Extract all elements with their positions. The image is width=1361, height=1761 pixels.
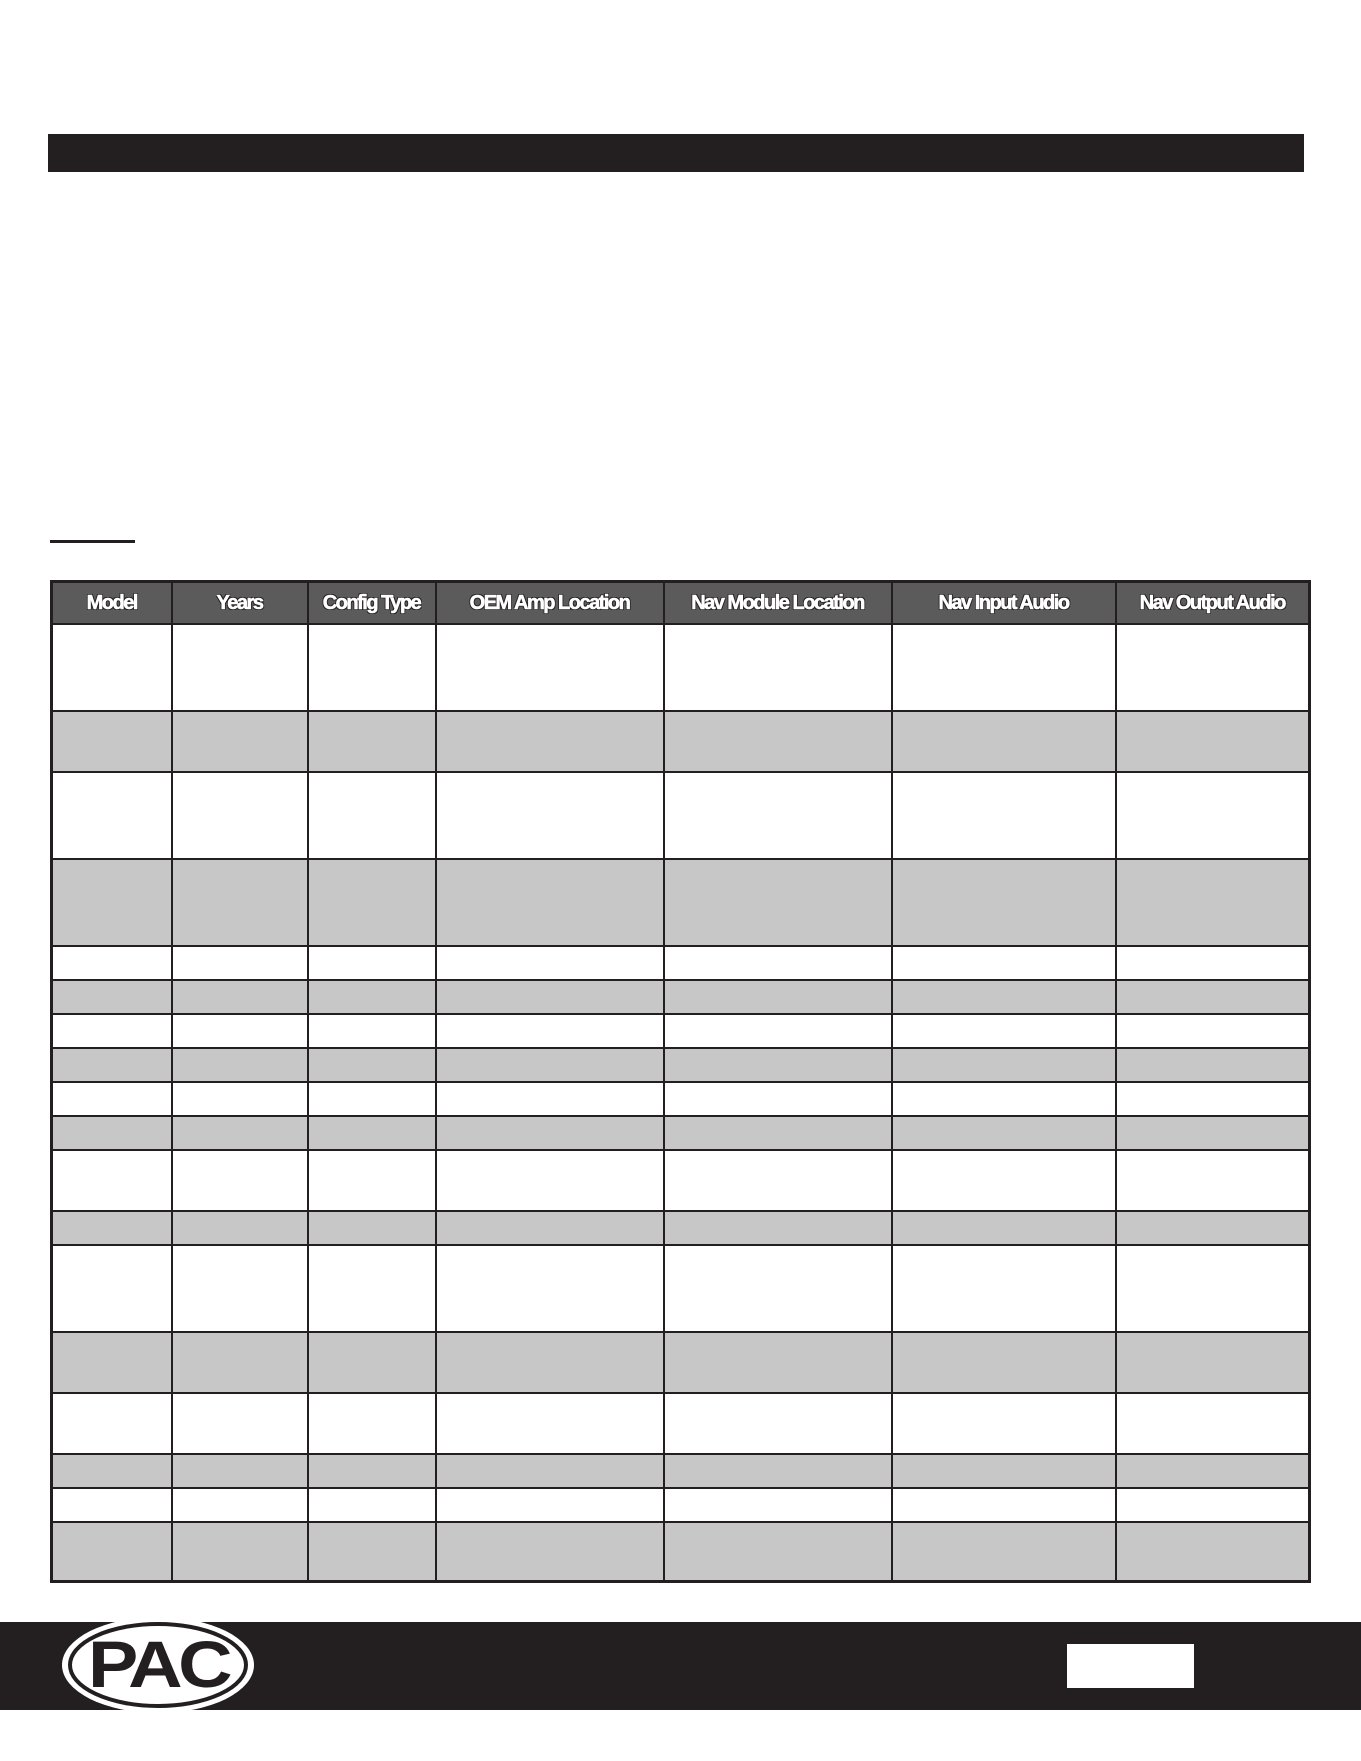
table-cell <box>308 1522 436 1581</box>
table-cell <box>308 711 436 772</box>
table-cell <box>52 1014 172 1048</box>
table-cell <box>436 1245 664 1332</box>
table-cell <box>172 859 308 946</box>
table-cell <box>52 1082 172 1116</box>
table-cell <box>172 1522 308 1581</box>
table-cell <box>892 711 1116 772</box>
table-cell <box>52 1245 172 1332</box>
table-cell <box>892 1488 1116 1522</box>
table-cell <box>664 1116 892 1150</box>
table-cell <box>1116 1393 1310 1454</box>
table-cell <box>308 859 436 946</box>
table-cell <box>664 1014 892 1048</box>
table-row <box>52 624 1310 711</box>
table-cell <box>436 859 664 946</box>
table-cell <box>52 1522 172 1581</box>
table-cell <box>892 1048 1116 1082</box>
table-cell <box>52 1393 172 1454</box>
section-heading-underline <box>50 540 135 543</box>
table-cell <box>436 1522 664 1581</box>
table-cell <box>52 1150 172 1211</box>
table-cell <box>52 624 172 711</box>
table-cell <box>664 1211 892 1245</box>
table-row <box>52 711 1310 772</box>
table-cell <box>308 1393 436 1454</box>
table-cell <box>892 1522 1116 1581</box>
table-cell <box>1116 1245 1310 1332</box>
table-cell <box>308 624 436 711</box>
page-number-box <box>1067 1644 1194 1688</box>
table-cell <box>172 946 308 980</box>
logo-text: PAC <box>88 1627 231 1701</box>
table-cell <box>436 980 664 1014</box>
table-cell <box>1116 980 1310 1014</box>
table-cell <box>664 859 892 946</box>
table-cell <box>664 1488 892 1522</box>
table-cell <box>308 1245 436 1332</box>
table-cell <box>1116 1332 1310 1393</box>
table-cell <box>52 980 172 1014</box>
table-cell <box>664 1522 892 1581</box>
table-cell <box>1116 1014 1310 1048</box>
table-row <box>52 1116 1310 1150</box>
table-cell <box>172 1082 308 1116</box>
table-cell <box>892 980 1116 1014</box>
column-header-model: Model <box>52 582 172 625</box>
table-cell <box>664 1393 892 1454</box>
table-row <box>52 980 1310 1014</box>
table-row <box>52 859 1310 946</box>
table-cell <box>436 624 664 711</box>
table-cell <box>172 624 308 711</box>
table-row <box>52 1522 1310 1581</box>
table-row <box>52 1082 1310 1116</box>
table-row <box>52 1393 1310 1454</box>
table-cell <box>664 624 892 711</box>
table-cell <box>1116 1522 1310 1581</box>
table-cell <box>892 859 1116 946</box>
table-row <box>52 946 1310 980</box>
table-cell <box>664 1454 892 1488</box>
table-cell <box>1116 946 1310 980</box>
table-cell <box>664 1048 892 1082</box>
table-cell <box>892 1014 1116 1048</box>
table-cell <box>1116 1048 1310 1082</box>
table-cell <box>436 1488 664 1522</box>
table-cell <box>892 1393 1116 1454</box>
section-title-bar <box>48 134 1304 172</box>
table-cell <box>664 1332 892 1393</box>
table-row <box>52 1332 1310 1393</box>
table-cell <box>664 946 892 980</box>
table-cell <box>308 1454 436 1488</box>
table-row <box>52 1150 1310 1211</box>
table-cell <box>52 1332 172 1393</box>
table-cell <box>308 1082 436 1116</box>
table-row <box>52 1454 1310 1488</box>
table-cell <box>172 1150 308 1211</box>
table-cell <box>1116 711 1310 772</box>
table-cell <box>436 946 664 980</box>
table-cell <box>436 1116 664 1150</box>
table-cell <box>664 1082 892 1116</box>
column-header-config-type: Config Type <box>308 582 436 625</box>
table-cell <box>172 1393 308 1454</box>
table-cell <box>1116 772 1310 859</box>
table-row <box>52 1048 1310 1082</box>
column-header-nav-input-audio: Nav Input Audio <box>892 582 1116 625</box>
table-cell <box>172 1014 308 1048</box>
table-cell <box>1116 624 1310 711</box>
column-header-oem-amp-location: OEM Amp Location <box>436 582 664 625</box>
table-cell <box>52 1048 172 1082</box>
table-row <box>52 1014 1310 1048</box>
table-cell <box>308 1116 436 1150</box>
table-cell <box>892 1082 1116 1116</box>
table-row <box>52 1245 1310 1332</box>
table-row <box>52 1488 1310 1522</box>
table-header-row <box>52 582 1310 625</box>
table-cell <box>308 1014 436 1048</box>
table-cell <box>172 711 308 772</box>
table-cell <box>308 1332 436 1393</box>
table-cell <box>892 1150 1116 1211</box>
table-cell <box>52 1454 172 1488</box>
table-body <box>52 624 1310 1581</box>
table-cell <box>436 1393 664 1454</box>
table-cell <box>1116 1454 1310 1488</box>
table-row <box>52 772 1310 859</box>
table-cell <box>52 1211 172 1245</box>
table-cell <box>1116 1116 1310 1150</box>
table-cell <box>1116 1082 1310 1116</box>
table-cell <box>308 980 436 1014</box>
table-cell <box>308 946 436 980</box>
vehicle-application-table <box>50 580 1311 1583</box>
table-cell <box>308 1048 436 1082</box>
table-cell <box>172 1332 308 1393</box>
table-cell <box>436 1014 664 1048</box>
table-cell <box>436 1082 664 1116</box>
table-cell <box>52 1116 172 1150</box>
table-cell <box>308 772 436 859</box>
table-cell <box>436 711 664 772</box>
table-cell <box>172 1048 308 1082</box>
table-cell <box>436 1211 664 1245</box>
pac-logo <box>58 1613 258 1717</box>
table-cell <box>664 711 892 772</box>
table-cell <box>892 624 1116 711</box>
table-cell <box>52 1488 172 1522</box>
table-cell <box>436 1150 664 1211</box>
table-cell <box>172 772 308 859</box>
table-cell <box>172 1488 308 1522</box>
table-cell <box>892 1211 1116 1245</box>
table-cell <box>892 1245 1116 1332</box>
table-cell <box>664 1245 892 1332</box>
table-cell <box>172 980 308 1014</box>
table-cell <box>436 1454 664 1488</box>
table-cell <box>308 1211 436 1245</box>
table-cell <box>172 1454 308 1488</box>
table-cell <box>52 859 172 946</box>
table-cell <box>892 1332 1116 1393</box>
table-cell <box>308 1488 436 1522</box>
table-cell <box>172 1245 308 1332</box>
column-header-nav-module-location: Nav Module Location <box>664 582 892 625</box>
column-header-years: Years <box>172 582 308 625</box>
table-cell <box>1116 1211 1310 1245</box>
table-cell <box>892 946 1116 980</box>
table-cell <box>664 980 892 1014</box>
table-cell <box>436 1048 664 1082</box>
table-cell <box>52 946 172 980</box>
table-cell <box>436 772 664 859</box>
table-cell <box>892 772 1116 859</box>
table-row <box>52 1211 1310 1245</box>
table-cell <box>172 1211 308 1245</box>
column-header-nav-output-audio: Nav Output Audio <box>1116 582 1310 625</box>
table-cell <box>1116 859 1310 946</box>
table-cell <box>308 1150 436 1211</box>
table-cell <box>664 772 892 859</box>
table-cell <box>52 772 172 859</box>
table-cell <box>1116 1488 1310 1522</box>
table-cell <box>436 1332 664 1393</box>
table-cell <box>1116 1150 1310 1211</box>
table-cell <box>892 1454 1116 1488</box>
table-cell <box>892 1116 1116 1150</box>
table-cell <box>664 1150 892 1211</box>
table-cell <box>172 1116 308 1150</box>
table-cell <box>52 711 172 772</box>
